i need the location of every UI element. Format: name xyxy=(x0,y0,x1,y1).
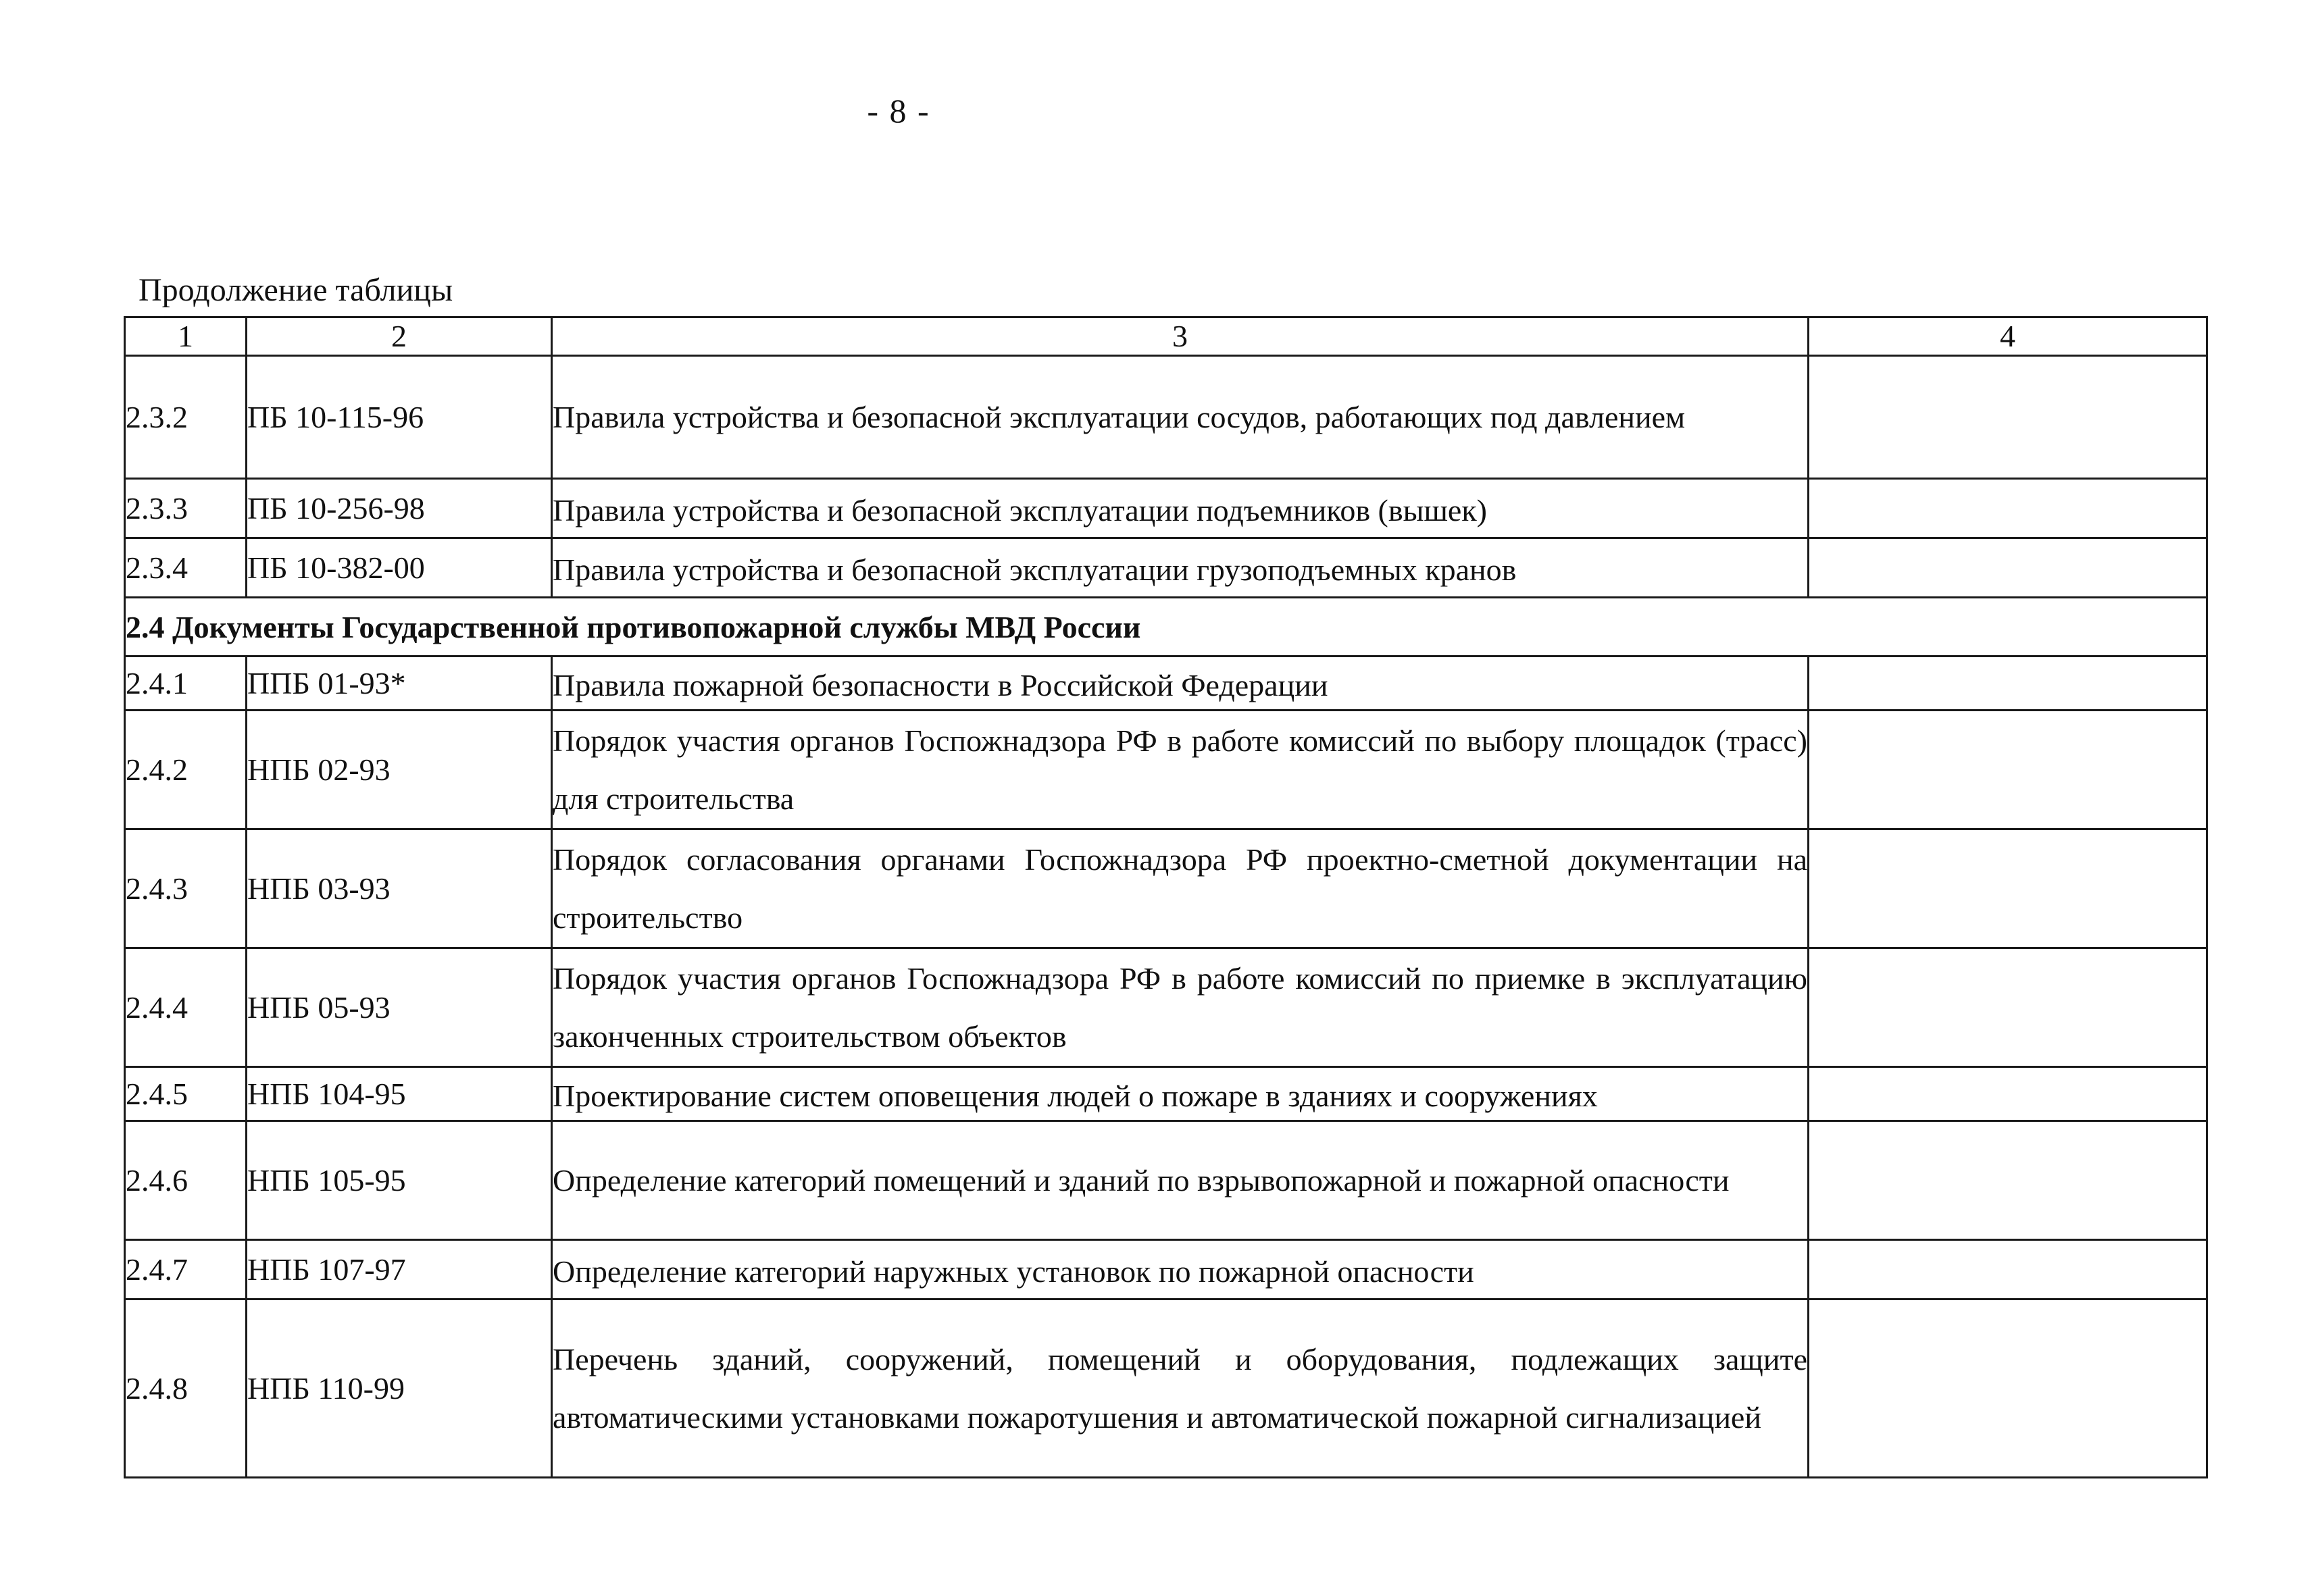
row-note xyxy=(1809,479,2207,538)
row-number: 2.4.3 xyxy=(125,829,247,948)
document-title: Определение категорий наружных установок по пожарной опасности xyxy=(552,1240,1809,1299)
table-row xyxy=(125,538,2207,598)
table-row xyxy=(125,711,2207,829)
document-title: Порядок участия органов Госпожнадзора РФ в работе комиссий по приемке в эксплуатацию законченных строительством объектов xyxy=(552,948,1809,1067)
row-number: 2.4.6 xyxy=(125,1121,247,1240)
row-number: 2.3.3 xyxy=(125,479,247,538)
row-note xyxy=(1809,711,2207,829)
document-title: Правила пожарной безопасности в Российской Федерации xyxy=(552,657,1809,711)
table-row xyxy=(125,829,2207,948)
document-code: НПБ 03-93 xyxy=(247,829,552,948)
row-number: 2.4.8 xyxy=(125,1299,247,1478)
document-code: НПБ 107-97 xyxy=(247,1240,552,1299)
row-note xyxy=(1809,1121,2207,1240)
row-note xyxy=(1809,1240,2207,1299)
document-code: НПБ 110-99 xyxy=(247,1299,552,1478)
document-code: НПБ 104-95 xyxy=(247,1067,552,1121)
document-title: Правила устройства и безопасной эксплуатации подъемников (вышек) xyxy=(552,479,1809,538)
document-code: НПБ 105-95 xyxy=(247,1121,552,1240)
table-row xyxy=(125,1067,2207,1121)
document-code: ПБ 10-115-96 xyxy=(247,356,552,479)
document-code: НПБ 02-93 xyxy=(247,711,552,829)
row-number: 2.3.2 xyxy=(125,356,247,479)
column-header-2: 2 xyxy=(247,317,552,356)
document-code: НПБ 05-93 xyxy=(247,948,552,1067)
section-header-row xyxy=(125,598,2207,657)
table-header-row xyxy=(125,317,2207,356)
row-number: 2.4.4 xyxy=(125,948,247,1067)
document-title: Порядок участия органов Госпожнадзора РФ в работе комиссий по выбору площадок (трасс) для строительства xyxy=(552,711,1809,829)
document-title: Правила устройства и безопасной эксплуатации сосудов, работающих под давлением xyxy=(552,356,1809,479)
row-number: 2.4.2 xyxy=(125,711,247,829)
column-header-1: 1 xyxy=(125,317,247,356)
column-header-3: 3 xyxy=(552,317,1809,356)
row-note xyxy=(1809,538,2207,598)
row-note xyxy=(1809,356,2207,479)
document-title: Проектирование систем оповещения людей о пожаре в зданиях и сооружениях xyxy=(552,1067,1809,1121)
row-number: 2.4.7 xyxy=(125,1240,247,1299)
row-note xyxy=(1809,657,2207,711)
row-number: 2.3.4 xyxy=(125,538,247,598)
table-row xyxy=(125,1121,2207,1240)
document-code: ПБ 10-256-98 xyxy=(247,479,552,538)
row-number: 2.4.1 xyxy=(125,657,247,711)
page-number: - 8 - xyxy=(867,92,930,130)
document-title: Определение категорий помещений и зданий по взрывопожарной и пожарной опасности xyxy=(552,1121,1809,1240)
table-row xyxy=(125,1240,2207,1299)
section-title: 2.4 Документы Государственной противопожарной службы МВД России xyxy=(125,598,2207,657)
row-number: 2.4.5 xyxy=(125,1067,247,1121)
table-row xyxy=(125,657,2207,711)
table-row xyxy=(125,479,2207,538)
regulations-table xyxy=(124,316,2208,1478)
table-continuation-label: Продолжение таблицы xyxy=(139,272,453,308)
document-title: Правила устройства и безопасной эксплуатации грузоподъемных кранов xyxy=(552,538,1809,598)
column-header-4: 4 xyxy=(1809,317,2207,356)
row-note xyxy=(1809,829,2207,948)
table-row xyxy=(125,948,2207,1067)
document-code: ПБ 10-382-00 xyxy=(247,538,552,598)
table-row xyxy=(125,356,2207,479)
row-note xyxy=(1809,948,2207,1067)
document-title: Перечень зданий, сооружений, помещений и оборудования, подлежащих защите автоматическими установками пожаротушения и автоматической пожарной сигнализацией xyxy=(552,1299,1809,1478)
document-title: Порядок согласования органами Госпожнадзора РФ проектно-сметной документации на строительство xyxy=(552,829,1809,948)
table-row xyxy=(125,1299,2207,1478)
row-note xyxy=(1809,1067,2207,1121)
document-code: ППБ 01-93* xyxy=(247,657,552,711)
row-note xyxy=(1809,1299,2207,1478)
